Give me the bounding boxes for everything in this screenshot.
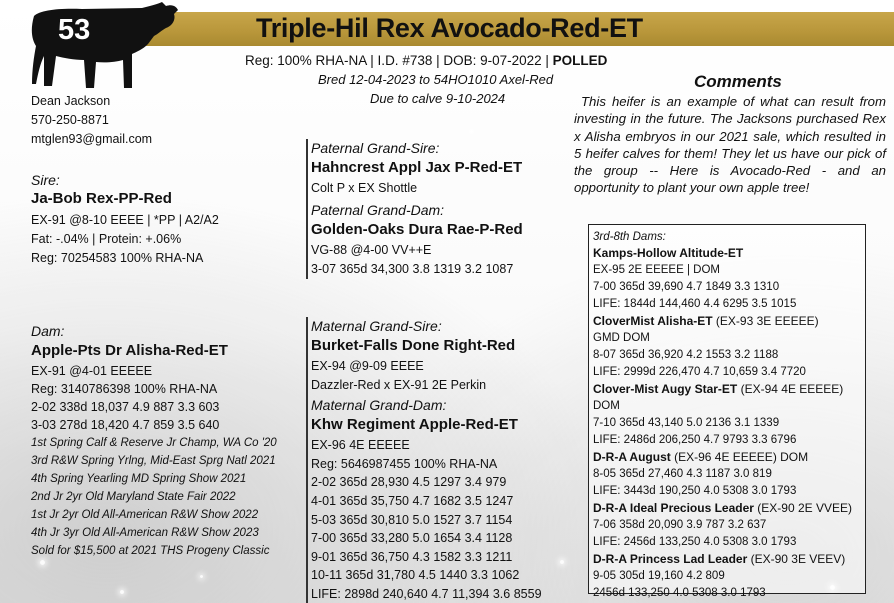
paternal-grandsire-line: Colt P x EX Shottle xyxy=(311,181,418,195)
sparkle xyxy=(470,130,473,133)
dam-entry-line: LIFE: 2999d 226,470 4.7 10,659 3.4 7720 xyxy=(593,366,806,378)
paternal-section xyxy=(306,139,523,279)
sparkle xyxy=(200,575,203,578)
maternal-granddam-line: Reg: 5646987455 100% RHA-NA xyxy=(311,456,498,471)
maternal-granddam-line: 4-01 365d 35,750 4.7 1682 3.5 1247 xyxy=(311,493,514,508)
dam-entry-suffix: (EX-93 3E EEEEE) xyxy=(712,314,819,328)
dam-entry-line: 8-05 365d 27,460 4.3 1187 3.0 819 xyxy=(593,468,772,480)
dam-label: Dam: xyxy=(31,323,65,339)
maternal-granddam-line: 2-02 365d 28,930 4.5 1297 3.4 979 xyxy=(311,475,507,490)
dam-honor: 3rd R&W Spring Yrlng, Mid-East Sprg Natl 2021 xyxy=(31,455,276,467)
maternal-granddam-line: EX-96 4E EEEEE xyxy=(311,438,410,453)
maternal-grandsire-line: Dazzler-Red x EX-91 2E Perkin xyxy=(311,377,487,392)
paternal-granddam-label: Paternal Grand-Dam: xyxy=(311,202,445,218)
owner-contact xyxy=(31,92,152,149)
maternal-granddam-line: 9-01 365d 36,750 4.3 1582 3.3 1211 xyxy=(311,549,513,564)
paternal-grandsire-label: Paternal Grand-Sire: xyxy=(311,140,440,156)
dams-header: 3rd-8th Dams: xyxy=(593,231,666,243)
dam-entry-title: D-R-A Ideal Precious Leader xyxy=(593,501,754,515)
dam-honor: 2nd Jr 2yr Old Maryland State Fair 2022 xyxy=(31,491,236,503)
dam-honor: 4th Spring Yearling MD Spring Show 2021 xyxy=(31,473,247,485)
paternal-grandsire-name: Hahncrest Appl Jax P-Red-ET xyxy=(311,159,523,176)
dam-entry-title: Kamps-Hollow Altitude-ET xyxy=(593,246,744,260)
dam-entry-line: LIFE: 2486d 206,250 4.7 9793 3.3 6796 xyxy=(593,434,797,446)
comments-title: Comments xyxy=(694,72,782,91)
polled-label: POLLED xyxy=(552,53,608,68)
animal-title: Triple-Hil Rex Avocado-Red-ET xyxy=(256,13,643,43)
dam-entry-line: 7-00 365d 39,690 4.7 1849 3.3 1310 xyxy=(593,281,780,293)
dam-honor: 4th Jr 3yr Old All-American R&W Show 2023 xyxy=(31,527,259,539)
maternal-granddam-line: LIFE: 2898d 240,640 4.7 11,394 3.6 8559 xyxy=(311,586,542,601)
dam-entry-suffix: (EX-90 2E VVEE) xyxy=(753,501,852,515)
dam-honor: 1st Spring Calf & Reserve Jr Champ, WA Co '20 xyxy=(31,437,277,449)
dam-entry-name xyxy=(593,381,865,398)
dam-entry-name xyxy=(593,245,865,262)
dam-entry-line: LIFE: 3443d 190,250 4.0 5308 3.0 1793 xyxy=(593,485,797,497)
maternal-grandsire-label: Maternal Grand-Sire: xyxy=(311,318,442,334)
sparkle xyxy=(120,590,124,594)
bred-info: Bred 12-04-2023 to 54HO1010 Axel-Red xyxy=(318,72,554,87)
maternal-granddam-line: 7-00 365d 33,280 5.0 1654 3.4 1128 xyxy=(311,531,513,546)
dam-line: 3-03 278d 18,420 4.7 859 3.5 640 xyxy=(31,418,220,432)
owner-email[interactable]: mtglen93@gmail.com xyxy=(31,132,153,146)
dam-line: Reg: 3140786398 100% RHA-NA xyxy=(31,382,218,396)
due-date: Due to calve 9-10-2024 xyxy=(370,91,506,106)
paternal-granddam-name: Golden-Oaks Dura Rae-P-Red xyxy=(311,221,523,238)
maternal-section xyxy=(306,317,542,603)
sire-label: Sire: xyxy=(31,172,60,188)
owner-name: Dean Jackson xyxy=(31,94,111,108)
dam-line: 2-02 338d 18,037 4.9 887 3.3 603 xyxy=(31,400,220,414)
dam-entry-line: DOM xyxy=(593,400,620,412)
sire-line: Fat: -.04% | Protein: +.06% xyxy=(31,232,182,246)
dam-entry-suffix: (EX-94 4E EEEEE) xyxy=(737,382,844,396)
dam-name: Apple-Pts Dr Alisha-Red-ET xyxy=(31,342,228,359)
dam-entry-line: 8-07 365d 36,920 4.2 1553 3.2 1188 xyxy=(593,349,779,361)
sparkle xyxy=(40,560,45,565)
dam-entry-line: LIFE: 1844d 144,460 4.4 6295 3.5 1015 xyxy=(593,298,797,310)
dam-entry-line: 7-06 358d 20,090 3.9 787 3.2 637 xyxy=(593,519,767,531)
paternal-granddam-line: 3-07 365d 34,300 3.8 1319 3.2 1087 xyxy=(311,262,514,276)
ancestral-dams-box xyxy=(588,224,866,599)
comments-body xyxy=(574,93,886,197)
dam-entry-line: EX-95 2E EEEEE | DOM xyxy=(593,264,720,276)
comments-paragraph: This heifer is an example of what can result from investing in the future. The Jacksons purchased Rex x Alisha embryos in our 2021 sale, which resulted in 5 heifer calves for them! They let us have our pick of the group -- Here is Avocado-Red - and an opportunity to plant your own apple tree! xyxy=(574,94,886,196)
maternal-granddam-name: Khw Regiment Apple-Red-ET xyxy=(311,416,518,434)
dam-entry-line: LIFE: 2456d 133,250 4.0 5308 3.0 1793 xyxy=(593,536,797,548)
dam-honor: 1st Jr 2yr Old All-American R&W Show 2022 xyxy=(31,509,259,521)
dam-entry-name xyxy=(593,500,865,517)
owner-phone: 570-250-8871 xyxy=(31,113,109,127)
dam-line: EX-91 @4-01 EEEEE xyxy=(31,364,153,378)
dam-entry-suffix: (EX-96 4E EEEEE) DOM xyxy=(670,450,809,464)
reg-text: Reg: 100% RHA-NA | I.D. #738 | DOB: 9-07-2022 | xyxy=(245,53,553,68)
registration-line xyxy=(245,53,607,68)
dam-entry-line: 9-05 305d 19,160 4.2 809 xyxy=(593,570,725,582)
sire-name: Ja-Bob Rex-PP-Red xyxy=(31,190,172,207)
maternal-grandsire-name: Burket-Falls Done Right-Red xyxy=(311,337,516,354)
dam-section xyxy=(31,322,277,560)
dam-entry-line: 7-10 365d 43,140 5.0 2136 3.1 1339 xyxy=(593,417,780,429)
dam-honor: Sold for $15,500 at 2021 THS Progeny Classic xyxy=(31,545,270,557)
maternal-granddam-line: 5-03 365d 30,810 5.0 1527 3.7 1154 xyxy=(311,512,513,527)
dam-entry-title: D-R-A Princess Lad Leader xyxy=(593,552,748,566)
dam-entry-name xyxy=(593,551,865,568)
maternal-granddam-line: 10-11 365d 31,780 4.5 1440 3.3 1062 xyxy=(311,568,520,583)
maternal-grandsire-line: EX-94 @9-09 EEEE xyxy=(311,359,424,373)
dam-entry-name xyxy=(593,313,865,330)
sire-section xyxy=(31,171,219,268)
cow-silhouette-icon xyxy=(20,0,180,100)
dam-entry-title: D-R-A August xyxy=(593,450,671,464)
paternal-granddam-line: VG-88 @4-00 VV++E xyxy=(311,243,432,257)
dam-entry-line: 2456d 133,250 4.0 5308 3.0 1793 xyxy=(593,587,766,599)
dam-entry-title: CloverMist Alisha-ET xyxy=(593,314,713,328)
lot-number: 53 xyxy=(58,14,91,46)
dam-entry-name xyxy=(593,449,865,466)
sire-line: EX-91 @8-10 EEEE | *PP | A2/A2 xyxy=(31,213,219,227)
dam-entry-suffix: (EX-90 3E VEEV) xyxy=(747,552,846,566)
dam-entry-line: GMD DOM xyxy=(593,332,650,344)
dam-entry-title: Clover-Mist Augy Star-ET xyxy=(593,382,738,396)
maternal-granddam-label: Maternal Grand-Dam: xyxy=(311,397,447,414)
sire-line: Reg: 70254583 100% RHA-NA xyxy=(31,251,204,265)
sparkle xyxy=(560,560,564,564)
